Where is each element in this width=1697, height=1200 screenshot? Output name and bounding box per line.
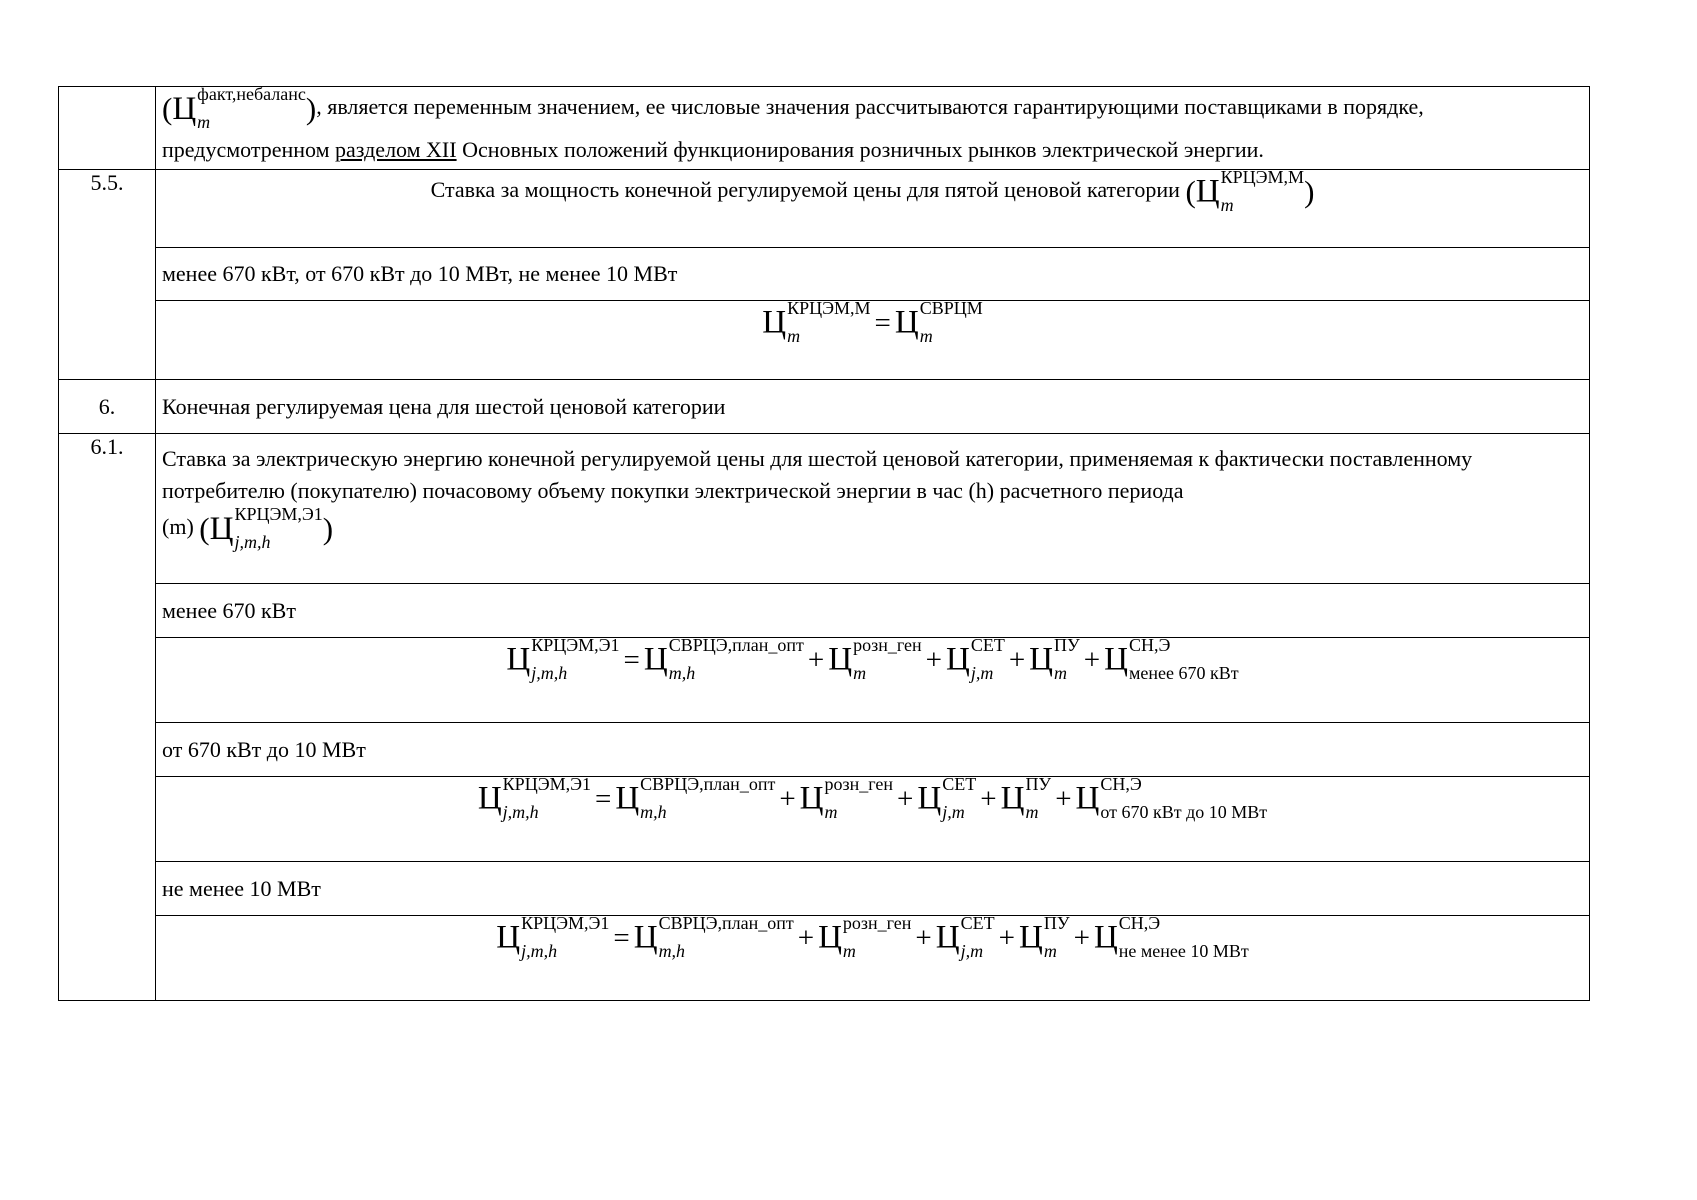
range-text: менее 670 кВт — [162, 597, 296, 623]
index-group — [942, 774, 977, 822]
superscript: ПУ — [1043, 913, 1070, 933]
math-operator: + — [915, 921, 932, 954]
price-symbol: Ц — [818, 919, 842, 956]
paragraph-text-end: Основных положений функционирования розничных рынков электрической энергии. — [456, 137, 1264, 162]
superscript: КРЦЭМ,М — [787, 298, 871, 318]
formula-cell — [156, 913, 1590, 1001]
paragraph-text: , является переменным значением, ее числовые значения рассчитываются гарантирующими поставщиками в порядке, предусмотренном — [162, 94, 1424, 162]
subscript: от 670 кВт до 10 МВт — [1100, 802, 1268, 822]
index-group — [197, 84, 306, 132]
subscript: j,m — [942, 802, 965, 822]
price-symbol: Ц — [643, 641, 668, 678]
superscript: факт,небаланс — [197, 84, 306, 104]
index-group — [502, 774, 591, 822]
superscript: ПУ — [1054, 635, 1080, 655]
subscript: m — [197, 112, 211, 132]
superscript: СВРЦМ — [919, 298, 983, 318]
index-group — [668, 635, 804, 683]
row-number: 6.1. — [90, 434, 124, 459]
subscript: j,m — [970, 663, 994, 683]
parenthesis: ) — [1304, 174, 1315, 209]
price-symbol: Ц — [894, 304, 919, 341]
index-group — [1043, 913, 1070, 961]
table-row — [59, 170, 1590, 248]
price-symbol: Ц — [945, 641, 970, 678]
index-group — [1128, 635, 1239, 683]
index-group — [853, 635, 922, 683]
table-row — [59, 584, 1590, 638]
index-group — [1100, 774, 1268, 822]
math-operator: + — [1083, 643, 1101, 676]
index-group — [960, 913, 995, 961]
subscript: j,m — [960, 941, 984, 961]
superscript: ПУ — [1025, 774, 1052, 794]
math-operator: + — [797, 921, 815, 954]
price-symbol: Ц — [209, 511, 234, 547]
subscript: m,h — [658, 941, 686, 961]
superscript: СН,Э — [1100, 774, 1142, 794]
table-row — [59, 380, 1590, 434]
row-number-cell — [59, 434, 156, 1001]
subscript: m — [824, 802, 838, 822]
row-number: 5.5. — [90, 170, 124, 195]
range-text: менее 670 кВт, от 670 кВт до 10 МВт, не менее 10 МВт — [162, 261, 678, 286]
subscript: j,m,h — [521, 941, 558, 961]
section-xii-link[interactable]: разделом XII — [335, 137, 457, 162]
math-operator: + — [1055, 782, 1072, 815]
parenthesis: ( — [199, 511, 210, 546]
subscript: m — [1220, 195, 1234, 215]
period-label: (m) — [162, 514, 194, 540]
row-number-cell — [59, 170, 156, 380]
price-symbol: Ц — [1000, 780, 1025, 817]
table-row — [59, 777, 1590, 862]
math-operator: + — [807, 643, 825, 676]
table-row — [59, 87, 1590, 170]
range-cell — [156, 723, 1590, 777]
math-operator: + — [925, 643, 942, 676]
math-operator: = — [613, 921, 630, 954]
superscript: КРЦЭМ,Э1 — [234, 504, 323, 524]
parenthesis: ( — [162, 91, 173, 126]
index-group — [1118, 913, 1249, 961]
superscript: розн_ген — [842, 913, 912, 933]
subscript: j,m,h — [531, 663, 568, 683]
index-group — [824, 774, 894, 822]
math-operator: + — [1073, 921, 1090, 954]
subscript: m — [842, 941, 856, 961]
math-operator: = — [594, 782, 612, 815]
formula-energy-equation-2 — [477, 774, 1268, 822]
price-symbol: Ц — [477, 780, 502, 817]
index-group — [970, 635, 1005, 683]
index-group — [234, 504, 323, 552]
superscript: СВРЦЭ,план_опт — [668, 635, 804, 655]
table-row — [59, 638, 1590, 723]
parenthesis: ) — [322, 511, 334, 546]
row-title: Ставка за электрическую энергию конечной регулируемой цены для шестой ценовой категории, применяемая к фактически поставленному потребителю (покупателю) почасовому объему покупки электрической энергии в час (h) расчетного периода — [162, 446, 1473, 503]
row-title-cell — [156, 167, 1590, 248]
index-group — [787, 298, 871, 346]
index-group — [842, 913, 912, 961]
superscript: розн_ген — [824, 774, 894, 794]
formula-cell — [156, 635, 1590, 723]
subscript: не менее 10 МВт — [1118, 941, 1249, 961]
price-symbol: Ц — [1075, 780, 1100, 817]
superscript: КРЦЭМ,Э1 — [531, 635, 620, 655]
superscript: розн_ген — [853, 635, 922, 655]
index-group — [1054, 635, 1080, 683]
table-row — [59, 301, 1590, 380]
superscript: СВРЦЭ,план_опт — [640, 774, 776, 794]
formula-capacity-equation — [762, 298, 983, 346]
superscript: СН,Э — [1118, 913, 1161, 933]
price-symbol: Ц — [762, 304, 787, 341]
index-group — [531, 635, 620, 683]
tariff-table — [58, 86, 1590, 1001]
formula-capacity-rate — [1185, 167, 1315, 215]
superscript: СЕТ — [970, 635, 1005, 655]
price-symbol: Ц — [1018, 919, 1043, 956]
table-row — [59, 862, 1590, 916]
math-operator: + — [998, 921, 1015, 954]
formula-fact-imbalance — [162, 84, 317, 132]
formula-cell — [156, 774, 1590, 862]
price-symbol: Ц — [615, 780, 640, 817]
price-symbol: Ц — [1104, 641, 1128, 678]
price-symbol: Ц — [935, 919, 960, 956]
parenthesis: ( — [1185, 174, 1196, 209]
price-symbol: Ц — [1093, 919, 1118, 956]
range-cell — [156, 584, 1590, 638]
superscript: СЕТ — [960, 913, 995, 933]
formula-cell — [156, 298, 1590, 380]
subscript: m — [1054, 663, 1068, 683]
price-symbol: Ц — [1195, 173, 1220, 210]
subscript: m,h — [640, 802, 667, 822]
price-symbol: Ц — [633, 919, 658, 956]
row-number-cell — [59, 87, 156, 170]
subscript: менее 670 кВт — [1128, 663, 1239, 683]
index-group — [1025, 774, 1052, 822]
math-operator: + — [1008, 643, 1026, 676]
price-symbol: Ц — [172, 91, 197, 127]
subscript: m — [853, 663, 867, 683]
index-group — [640, 774, 776, 822]
superscript: СН,Э — [1128, 635, 1171, 655]
superscript: СЕТ — [942, 774, 977, 794]
index-group — [658, 913, 794, 961]
range-cell — [156, 862, 1590, 916]
price-symbol: Ц — [496, 919, 521, 956]
row-number: 6. — [98, 393, 116, 419]
row-number-cell — [59, 380, 156, 434]
row-title-cell — [156, 434, 1590, 584]
subscript: m — [787, 326, 801, 346]
parenthesis: ) — [305, 91, 317, 126]
superscript: КРЦЭМ,Э1 — [521, 913, 610, 933]
math-operator: + — [980, 782, 997, 815]
price-symbol: Ц — [1029, 641, 1054, 678]
formula-energy-equation-3 — [496, 913, 1249, 961]
formula-energy-equation-1 — [506, 635, 1239, 683]
price-symbol: Ц — [799, 780, 824, 817]
range-cell — [156, 248, 1590, 301]
subscript: m — [1043, 941, 1057, 961]
math-operator: + — [897, 782, 914, 815]
price-symbol: Ц — [917, 780, 942, 817]
subscript: j,m,h — [234, 532, 271, 552]
index-group — [1220, 167, 1305, 215]
row-text-cell — [156, 84, 1590, 170]
math-operator: = — [874, 306, 891, 339]
formula-energy-rate — [199, 504, 334, 552]
math-operator: + — [779, 782, 796, 815]
table-row — [59, 434, 1590, 584]
price-symbol: Ц — [506, 641, 531, 678]
table-row — [59, 248, 1590, 301]
price-symbol: Ц — [828, 641, 853, 678]
superscript: КРЦЭМ,Э1 — [502, 774, 591, 794]
index-group — [919, 298, 983, 346]
subscript: m,h — [668, 663, 696, 683]
table-row — [59, 916, 1590, 1001]
table-row — [59, 723, 1590, 777]
row-title: Конечная регулируемая цена для шестой ценовой категории — [162, 393, 726, 419]
subscript: j,m,h — [502, 802, 539, 822]
subscript: m — [919, 326, 933, 346]
superscript: КРЦЭМ,М — [1220, 167, 1305, 187]
row-title-cell — [156, 380, 1590, 434]
index-group — [521, 913, 610, 961]
subscript: m — [1025, 802, 1039, 822]
range-text: от 670 кВт до 10 МВт — [162, 736, 366, 762]
range-text: не менее 10 МВт — [162, 875, 321, 901]
row-title: Ставка за мощность конечной регулируемой цены для пятой ценовой категории — [430, 177, 1180, 203]
math-operator: = — [623, 643, 640, 676]
superscript: СВРЦЭ,план_опт — [658, 913, 794, 933]
